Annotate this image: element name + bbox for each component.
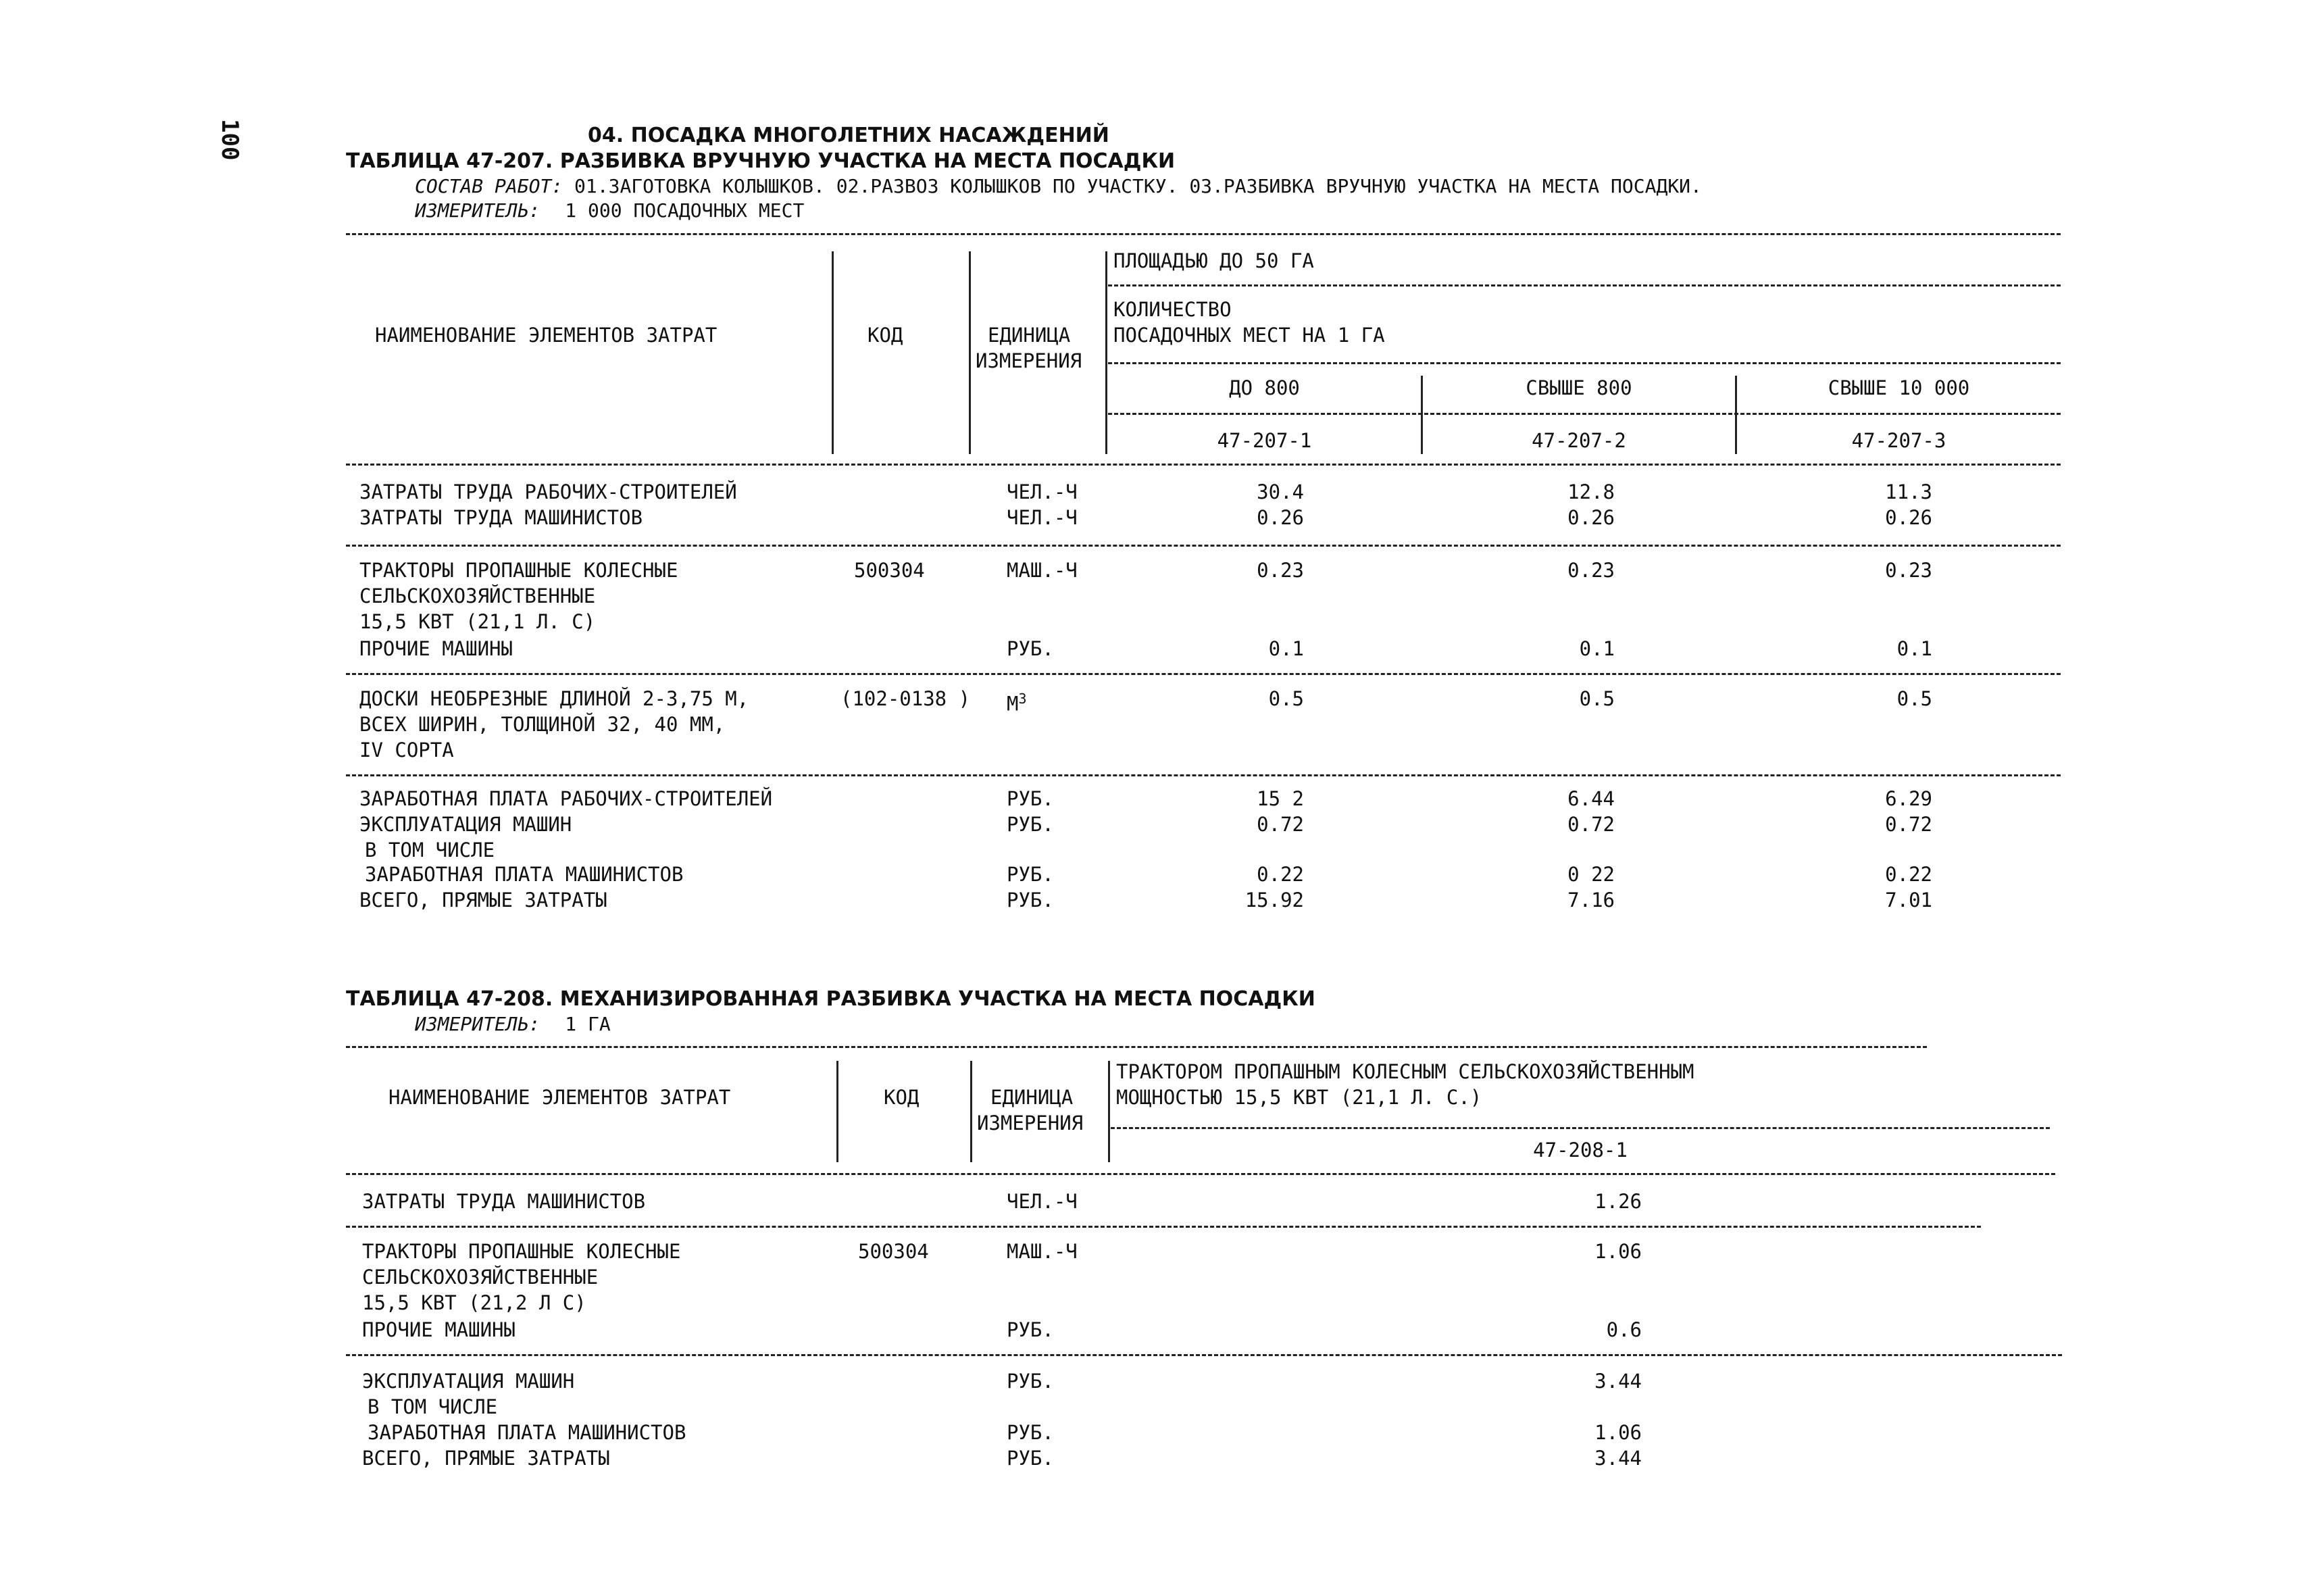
table1-header-area: ПЛОЩАДЬЮ ДО 50 ГА bbox=[1113, 249, 1314, 272]
table-row-unit: РУБ. bbox=[1007, 787, 1054, 810]
table-row-v2: 0.72 bbox=[1567, 813, 1615, 836]
table2-group-rule bbox=[346, 1226, 1981, 1228]
table-row-name: ЗАРАБОТНАЯ ПЛАТА РАБОЧИХ-СТРОИТЕЛЕЙ bbox=[359, 787, 773, 810]
unit-superscript: 3 bbox=[1018, 691, 1027, 707]
table-row-v1: 3.44 bbox=[1594, 1370, 1642, 1393]
table1-header-qty-1: КОЛИЧЕСТВО bbox=[1113, 298, 1232, 321]
table1-title: ТАБЛИЦА 47-207. РАЗБИВКА ВРУЧНУЮ УЧАСТКА НА МЕСТА ПОСАДКИ bbox=[346, 149, 1176, 173]
table-row-name: ЗАРАБОТНАЯ ПЛАТА МАШИНИСТОВ bbox=[365, 863, 684, 886]
table2-desc-rule bbox=[1111, 1127, 2050, 1129]
table-row-v3: 6.29 bbox=[1885, 787, 1932, 810]
table2-title: ТАБЛИЦА 47-208. МЕХАНИЗИРОВАННАЯ РАЗБИВКА УЧАСТКА НА МЕСТА ПОСАДКИ bbox=[346, 987, 1315, 1011]
table-row-unit: РУБ. bbox=[1007, 813, 1054, 836]
table1-composition bbox=[415, 174, 1702, 199]
table-row-name: ДОСКИ НЕОБРЕЗНЫЕ ДЛИНОЙ 2-3,75 М, bbox=[359, 687, 749, 710]
table-row-name: ВСЕХ ШИРИН, ТОЛЩИНОЙ 32, 40 ММ, bbox=[359, 713, 726, 736]
table-row-v3: 7.01 bbox=[1885, 889, 1932, 912]
table-row-v1: 0.6 bbox=[1606, 1318, 1642, 1341]
table1-measure bbox=[415, 199, 804, 223]
table-row-v2: 0.1 bbox=[1579, 637, 1615, 660]
table1-area-rule bbox=[1108, 284, 2061, 286]
table-row-name: ЗАРАБОТНАЯ ПЛАТА МАШИНИСТОВ bbox=[368, 1421, 686, 1444]
table-row-v1: 1.06 bbox=[1594, 1421, 1642, 1444]
table-row-name: IV СОРТА bbox=[359, 739, 454, 762]
table-row-v1: 0.26 bbox=[1257, 506, 1304, 529]
table2-measure bbox=[415, 1012, 611, 1037]
table2-vsep-unit bbox=[970, 1061, 972, 1162]
table1-range-rule bbox=[1108, 413, 2061, 415]
table-row-name: 15,5 КВТ (21,1 Л. С) bbox=[359, 610, 596, 633]
table-row-name: ТРАКТОРЫ ПРОПАШНЫЕ КОЛЕСНЫЕ bbox=[359, 559, 678, 582]
table-row-name: ЭКСПЛУАТАЦИЯ МАШИН bbox=[362, 1370, 575, 1393]
table2-header-desc-2: МОЩНОСТЬЮ 15,5 КВТ (21,1 Л. С.) bbox=[1116, 1086, 1482, 1109]
table-row-v1: 0.5 bbox=[1268, 687, 1304, 710]
table-row-v3: 0.26 bbox=[1885, 506, 1932, 529]
table-row-name: ЗАТРАТЫ ТРУДА МАШИНИСТОВ bbox=[362, 1190, 646, 1213]
table-row-v2: 6.44 bbox=[1567, 787, 1615, 810]
page-number: 100 bbox=[216, 119, 243, 161]
table1-vsep-data bbox=[1105, 251, 1107, 454]
table2-col1-code: 47-208-1 bbox=[1533, 1139, 1628, 1162]
table-row-v1: 0.23 bbox=[1257, 559, 1304, 582]
table-row-unit: ЧЕЛ.-Ч bbox=[1007, 480, 1078, 503]
table1-vsep-code bbox=[832, 251, 834, 454]
table-row-name: ВСЕГО, ПРЯМЫЕ ЗАТРАТЫ bbox=[362, 1447, 610, 1470]
table2-header-unit-2: ИЗМЕРЕНИЯ bbox=[977, 1112, 1084, 1134]
table-row-v1: 30.4 bbox=[1257, 480, 1304, 503]
table-row-v2: 0.26 bbox=[1567, 506, 1615, 529]
table2-header-code: КОД bbox=[884, 1086, 920, 1109]
table-row-unit: РУБ. bbox=[1007, 1421, 1054, 1444]
table-row-v2: 0.23 bbox=[1567, 559, 1615, 582]
table2-header-unit-1: ЕДИНИЦА bbox=[990, 1086, 1074, 1109]
table1-header-name: НАИМЕНОВАНИЕ ЭЛЕМЕНТОВ ЗАТРАТ bbox=[375, 324, 718, 347]
table2-top-rule bbox=[346, 1046, 1927, 1048]
table-row-unit: РУБ. bbox=[1007, 863, 1054, 886]
table-row-name: 15,5 КВТ (21,2 Л С) bbox=[362, 1291, 586, 1314]
table-row-v2: 12.8 bbox=[1567, 480, 1615, 503]
table2-group-rule bbox=[346, 1354, 2062, 1356]
table2-header-desc-1: ТРАКТОРОМ ПРОПАШНЫМ КОЛЕСНЫМ СЕЛЬСКОХОЗЯЙСТВЕННЫМ bbox=[1116, 1060, 1694, 1083]
table-row-name: ВСЕГО, ПРЯМЫЕ ЗАТРАТЫ bbox=[359, 889, 607, 912]
table-row-name: ЭКСПЛУАТАЦИЯ МАШИН bbox=[359, 813, 572, 836]
table1-group-rule bbox=[346, 673, 2061, 675]
measure-value: 1 ГА bbox=[565, 1013, 611, 1035]
table-row-v3: 0.22 bbox=[1885, 863, 1932, 886]
table1-vsep-unit bbox=[969, 251, 971, 454]
table2-vsep-code bbox=[836, 1061, 838, 1162]
table1-group-rule bbox=[346, 774, 2061, 776]
table-row-code: 500304 bbox=[854, 559, 925, 582]
section-title: 04. ПОСАДКА МНОГОЛЕТНИХ НАСАЖДЕНИЙ bbox=[588, 124, 1109, 147]
composition-label: СОСТАВ РАБОТ: bbox=[415, 175, 563, 197]
table1-header-bottom-rule bbox=[346, 464, 2061, 466]
table-row-name: В ТОМ ЧИСЛЕ bbox=[365, 839, 495, 862]
table1-col3-range: СВЫШЕ 10 000 bbox=[1828, 376, 1970, 399]
table1-col2-code: 47-207-2 bbox=[1532, 429, 1626, 452]
table1-col1-range: ДО 800 bbox=[1229, 376, 1300, 399]
table-row-code: 500304 bbox=[858, 1240, 929, 1263]
table1-col1-code: 47-207-1 bbox=[1217, 429, 1312, 452]
table-row-name: ТРАКТОРЫ ПРОПАШНЫЕ КОЛЕСНЫЕ bbox=[362, 1240, 681, 1263]
composition-text: 01.ЗАГОТОВКА КОЛЫШКОВ. 02.РАЗВОЗ КОЛЫШКОВ ПО УЧАСТКУ. 03.РАЗБИВКА ВРУЧНУЮ УЧАСТКА НА МЕСТА ПОСАДКИ. bbox=[574, 175, 1702, 197]
table1-header-unit-2: ИЗМЕРЕНИЯ bbox=[976, 349, 1082, 372]
table-row-name: ПРОЧИЕ МАШИНЫ bbox=[362, 1318, 515, 1341]
table-row-v2: 0.5 bbox=[1579, 687, 1615, 710]
table-row-unit: ЧЕЛ.-Ч bbox=[1007, 1190, 1078, 1213]
table-row-v2: 0 22 bbox=[1567, 863, 1615, 886]
table-row-v1: 0.72 bbox=[1257, 813, 1304, 836]
table-row-name: СЕЛЬСКОХОЗЯЙСТВЕННЫЕ bbox=[359, 584, 596, 607]
measure-label: ИЗМЕРИТЕЛЬ: bbox=[415, 1013, 540, 1035]
table-row-name: ЗАТРАТЫ ТРУДА РАБОЧИХ-СТРОИТЕЛЕЙ bbox=[359, 480, 737, 503]
table-row-unit: РУБ. bbox=[1007, 889, 1054, 912]
table-row-unit: МАШ.-Ч bbox=[1007, 1240, 1078, 1263]
table1-top-rule bbox=[346, 233, 2061, 235]
table-row-unit: ЧЕЛ.-Ч bbox=[1007, 506, 1078, 529]
table-row-unit: РУБ. bbox=[1007, 637, 1054, 660]
table-row-v3: 0.1 bbox=[1896, 637, 1932, 660]
table-row-name: В ТОМ ЧИСЛЕ bbox=[368, 1395, 498, 1418]
table-row-v3: 0.23 bbox=[1885, 559, 1932, 582]
table1-header-unit-1: ЕДИНИЦА bbox=[988, 324, 1071, 347]
table-row-unit: РУБ. bbox=[1007, 1447, 1054, 1470]
table1-header-qty-2: ПОСАДОЧНЫХ МЕСТ НА 1 ГА bbox=[1113, 324, 1385, 347]
table1-col2-range: СВЫШЕ 800 bbox=[1526, 376, 1632, 399]
table-row-v3: 11.3 bbox=[1885, 480, 1932, 503]
table2-vsep-data bbox=[1108, 1061, 1110, 1162]
table-row-v2: 7.16 bbox=[1567, 889, 1615, 912]
table1-qty-rule bbox=[1108, 362, 2061, 364]
table-row-v1: 15 2 bbox=[1257, 787, 1304, 810]
table-row-v1: 0.22 bbox=[1257, 863, 1304, 886]
table1-header-code: КОД bbox=[867, 324, 903, 347]
table-row-name: ПРОЧИЕ МАШИНЫ bbox=[359, 637, 513, 660]
table1-col3-code: 47-207-3 bbox=[1851, 429, 1946, 452]
table-row-v1: 1.26 bbox=[1594, 1190, 1642, 1213]
table-row-unit: $М^3$ bbox=[1007, 691, 1027, 716]
measure-label: ИЗМЕРИТЕЛЬ: bbox=[415, 199, 540, 222]
table-row-v1: 3.44 bbox=[1594, 1447, 1642, 1470]
table-row-unit: РУБ. bbox=[1007, 1370, 1054, 1393]
table-row-v1: 0.1 bbox=[1268, 637, 1304, 660]
table2-header-name: НАИМЕНОВАНИЕ ЭЛЕМЕНТОВ ЗАТРАТ bbox=[388, 1086, 731, 1109]
table-row-v3: 0.5 bbox=[1896, 687, 1932, 710]
table1-group-rule bbox=[346, 545, 2061, 547]
table-row-unit: РУБ. bbox=[1007, 1318, 1054, 1341]
table-row-v1: 1.06 bbox=[1594, 1240, 1642, 1263]
measure-value: 1 000 ПОСАДОЧНЫХ МЕСТ bbox=[565, 199, 805, 222]
table2-header-bottom-rule bbox=[346, 1173, 2055, 1175]
table-row-unit: МАШ.-Ч bbox=[1007, 559, 1078, 582]
table-row-name: ЗАТРАТЫ ТРУДА МАШИНИСТОВ bbox=[359, 506, 643, 529]
table-row-name: СЕЛЬСКОХОЗЯЙСТВЕННЫЕ bbox=[362, 1266, 599, 1289]
table-row-v1: 15.92 bbox=[1244, 889, 1304, 912]
table-row-code: (102-0138 ) bbox=[840, 687, 971, 710]
table-row-v3: 0.72 bbox=[1885, 813, 1932, 836]
